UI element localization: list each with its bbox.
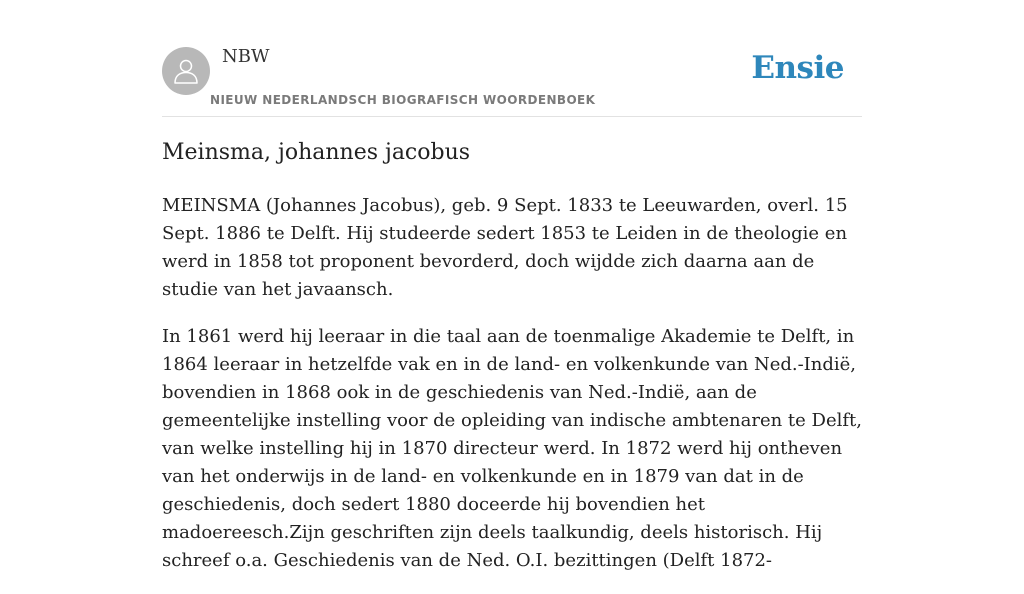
avatar[interactable]: [162, 47, 210, 95]
article-paragraph: MEINSMA (Johannes Jacobus), geb. 9 Sept. 1833 te Leeuwarden, overl. 15 Sept. 1886 te Delft. Hij studeerde sedert 1853 te Leiden in de theologie en werd in 1858 tot proponent bevorderd, doch wijdde zich daarna aan de studie van het javaansch.: [162, 195, 848, 300]
brand-logo[interactable]: Ensie: [751, 50, 844, 86]
article-paragraph: In 1861 werd hij leeraar in die taal aan de toenmalige Akademie te Delft, in 1864 leeraar in hetzelfde vak en in de land- en volkenkunde van Ned.-Indië, bovendien in 1868 ook in de geschiedenis van Ned.-Indië, aan de gemeentelijke instelling voor de opleiding van indische ambtenaren te Delft, van welke instelling hij in 1870 directeur werd. In 1872 werd hij ontheven van het onderwijs in de land- en volkenkunde en in 1879 van dat in de geschiedenis, doch sedert 1880 doceerde hij bovendien het madoereesch.Zijn geschriften zijn deels taalkundig, deels historisch. Hij schreef o.a. Geschiedenis van de Ned. O.I. bezittingen (Delft 1872-: [162, 326, 862, 571]
page-header: [162, 0, 862, 117]
page-title: Meinsma, johannes jacobus: [162, 140, 471, 165]
user-avatar-icon: [173, 57, 199, 85]
collection-name[interactable]: NIEUW NEDERLANDSCH BIOGRAFISCH WOORDENBOEK: [210, 93, 596, 107]
page-container: [162, 0, 862, 571]
author-name[interactable]: NBW: [222, 46, 270, 67]
article-body: [162, 192, 868, 594]
